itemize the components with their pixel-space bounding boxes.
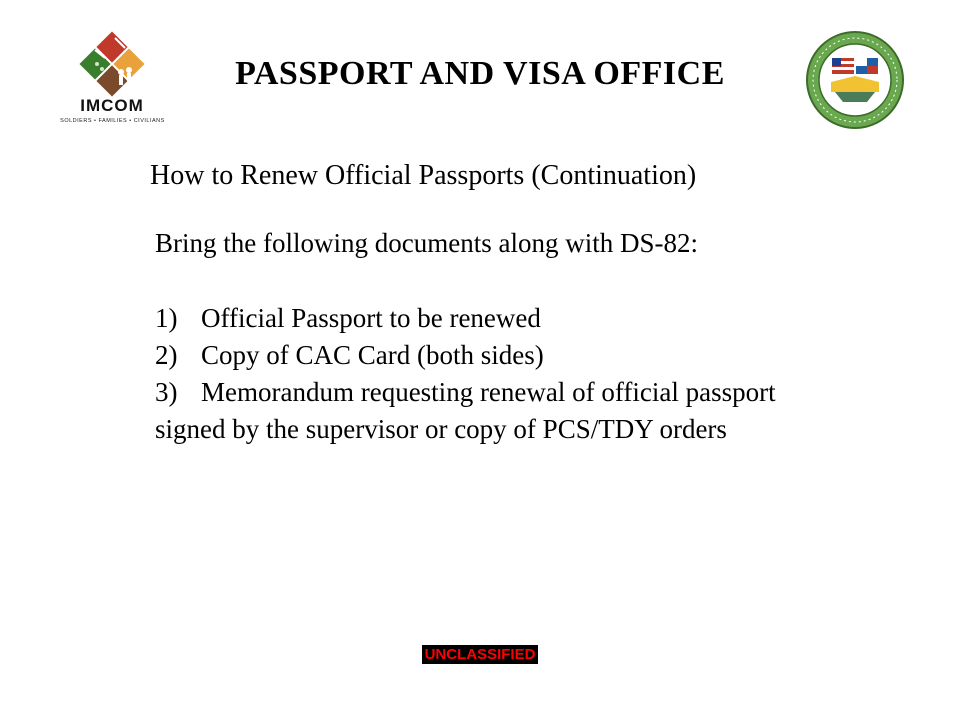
list-item	[155, 300, 835, 337]
classification-banner	[0, 646, 960, 663]
imcom-tagline: SOLDIERS • FAMILIES • CIVILIANS	[60, 118, 165, 124]
page-title: PASSPORT AND VISA OFFICE	[235, 55, 725, 92]
document-body	[155, 225, 835, 448]
list-item-number: 3)	[155, 377, 178, 407]
intro-text: Bring the following documents along with DS-82:	[155, 228, 698, 258]
list-item	[155, 374, 835, 448]
list-item-text: Official Passport to be renewed	[201, 303, 541, 333]
list-item-number: 2)	[155, 340, 178, 370]
list-item	[155, 337, 835, 374]
documents-list	[155, 300, 835, 448]
imcom-wordmark: IMCOM	[80, 96, 144, 115]
list-item-text: Memorandum requesting renewal of official passport signed by the supervisor or copy of PCS/TDY orders	[155, 377, 776, 444]
list-item-text: Copy of CAC Card (both sides)	[201, 340, 544, 370]
list-item-number: 1)	[155, 303, 178, 333]
classification-label: UNCLASSIFIED	[422, 645, 539, 664]
garrison-seal	[805, 30, 905, 130]
section-subtitle: How to Renew Official Passports (Continuation)	[150, 160, 697, 191]
us-army-garrison-seal-icon	[805, 30, 905, 130]
